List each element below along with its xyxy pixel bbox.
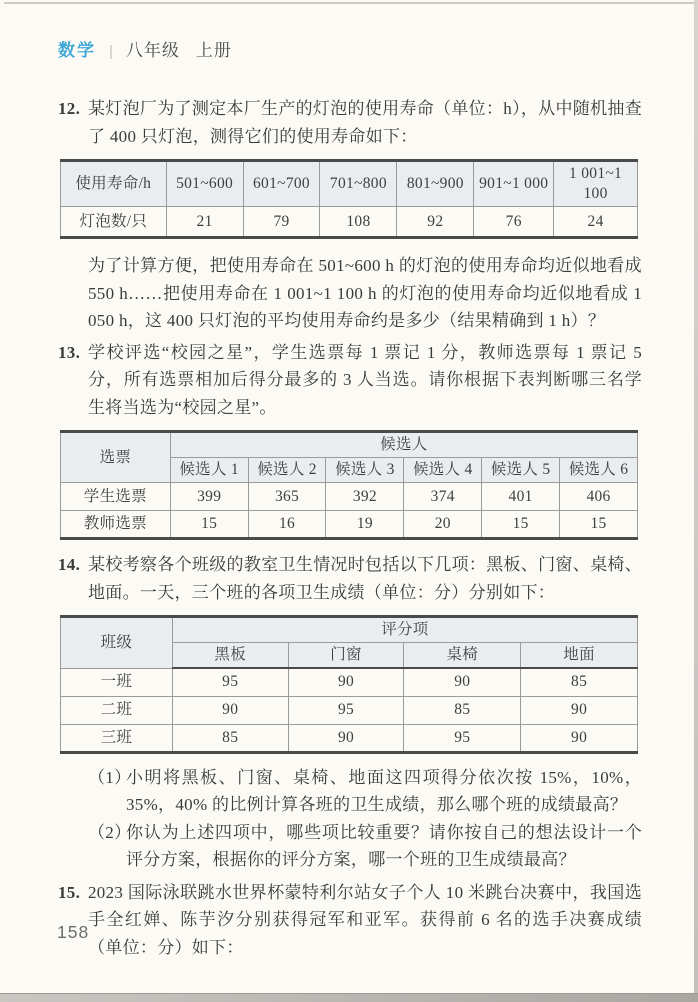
problem-12-text: 某灯泡厂为了测定本厂生产的灯泡的使用寿命（单位：h），从中随机抽查了 400 只灯泡，测得它们的使用寿命如下： [88,99,642,146]
lifespan-range-cell: 601~700 [243,161,320,207]
hygiene-row-label: 二班 [61,696,173,724]
problem-13 [58,339,642,422]
votes-column-header: 候选人 3 [326,458,404,483]
votes-value-cell: 374 [404,483,482,511]
problem-15-number: 15. [58,882,81,902]
hygiene-row-label: 一班 [61,668,173,696]
votes-row-label: 学生选票 [61,483,171,511]
votes-value-cell: 15 [170,511,248,539]
votes-column-header: 候选人 2 [248,458,326,483]
problem-14-text: 某校考察各个班级的教室卫生情况时包括以下几项：黑板、门窗、桌椅、地面。一天，三个班的各项卫生成绩（单位：分）分别如下： [88,555,642,602]
problem-14-number: 14. [58,555,81,574]
votes-row-label: 教师选票 [61,511,171,539]
votes-corner-cell: 选票 [61,432,171,483]
lifespan-range-cell: 501~600 [166,161,243,207]
hygiene-column-header: 地面 [521,643,638,669]
votes-column-header: 候选人 4 [404,458,482,483]
lifespan-count-cell: 24 [554,207,638,238]
votes-value-cell: 392 [326,483,404,511]
hygiene-value-cell: 90 [172,696,288,724]
votes-value-cell: 365 [248,483,326,511]
grade-label: 八年级 [125,41,180,60]
hygiene-group-header: 评分项 [172,617,637,643]
scan-edge-bottom [0,993,698,1002]
scan-edge-top [4,2,698,4]
lifespan-table [60,159,638,239]
lifespan-range-cell: 801~900 [397,161,474,207]
votes-column-header: 候选人 5 [482,458,560,483]
votes-value-cell: 19 [326,511,404,539]
lifespan-row-label: 灯泡数/只 [61,207,167,238]
problem-15 [58,879,642,962]
page-content [58,95,642,961]
votes-value-cell: 16 [248,511,326,539]
problem-12-note: 为了计算方便，把使用寿命在 501~600 h 的灯泡的使用寿命均近似地看成 550 h……把使用寿命在 1 001~1 100 h 的灯泡的使用寿命均近似地看成 1 050 h，这 400 只灯泡的平均使用寿命约是多少（结果精确到 1 h）？ [88,256,642,330]
hygiene-row-label: 三班 [61,724,173,752]
subquestion-1-text: 小明将黑板、门窗、桌椅、地面这四项得分依次按 15%，10%，35%，40% 的比例计算各班的卫生成绩，那么哪个班的成绩最高？ [126,767,642,814]
votes-value-cell: 15 [482,511,560,539]
hygiene-value-cell: 90 [521,696,638,724]
votes-column-header: 候选人 1 [170,458,248,483]
lifespan-count-cell: 21 [166,207,243,238]
lifespan-count-cell: 79 [243,207,320,238]
votes-column-header: 候选人 6 [560,458,638,483]
volume-label: 上册 [195,41,232,60]
subquestion-1-label: （1） [88,767,132,787]
lifespan-count-cell: 92 [397,207,474,238]
scan-edge-right [694,0,698,1002]
hygiene-value-cell: 90 [288,668,404,696]
votes-value-cell: 401 [482,483,560,511]
subquestion-2-text: 你认为上述四项中，哪些项比较重要？请你按自己的想法设计一个评分方案，根据你的评分方案，哪一个班的卫生成绩最高？ [126,822,642,869]
votes-value-cell: 399 [170,483,248,511]
hygiene-corner-cell: 班级 [61,617,173,669]
header-separator: | [109,43,113,60]
lifespan-range-cell: 901~1 000 [474,161,554,207]
hygiene-value-cell: 95 [404,724,521,752]
votes-group-header: 候选人 [170,432,637,458]
hygiene-value-cell: 95 [172,668,288,696]
lifespan-range-cell: 701~800 [320,161,397,207]
hygiene-value-cell: 85 [404,696,521,724]
hygiene-table [60,615,638,754]
hygiene-column-header: 桌椅 [404,643,521,669]
hygiene-value-cell: 90 [404,668,521,696]
problem-13-text: 学校评选“校园之星”，学生选票每 1 票记 1 分，教师选票每 1 票记 5 分，所有选票相加后得分最多的 3 人当选。请你根据下表判断哪三名学生将当选为“校园之星”。 [88,342,642,417]
hygiene-column-header: 门窗 [288,643,404,669]
hygiene-value-cell: 90 [521,724,638,752]
problem-14-subquestion-2 [88,819,642,874]
hygiene-column-header: 黑板 [172,643,288,669]
lifespan-count-cell: 108 [320,207,397,238]
lifespan-corner-cell: 使用寿命/h [61,161,167,207]
votes-value-cell: 406 [560,483,638,511]
problem-14 [58,551,642,606]
hygiene-value-cell: 95 [288,696,404,724]
lifespan-range-cell: 1 001~1 100 [554,161,638,207]
problem-15-text: 2023 国际泳联跳水世界杯蒙特利尔站女子个人 10 米跳台决赛中，我国选手全红婵、陈芋汐分别获得冠军和亚军。获得前 6 名的选手决赛成绩（单位：分）如下： [88,882,642,957]
problem-12-number: 12. [58,99,81,118]
votes-table [60,430,638,540]
votes-value-cell: 15 [560,511,638,539]
subject-label: 数学 [58,41,96,60]
page-header [58,36,232,61]
page-number: 158 [57,922,90,942]
subquestion-2-label: （2） [88,822,132,842]
problem-13-number: 13. [58,342,81,362]
hygiene-value-cell: 90 [288,724,404,752]
lifespan-count-cell: 76 [474,207,554,238]
hygiene-value-cell: 85 [521,668,638,696]
problem-12 [58,95,642,150]
votes-value-cell: 20 [404,511,482,539]
problem-14-subquestion-1 [88,764,642,819]
hygiene-value-cell: 85 [172,724,288,752]
